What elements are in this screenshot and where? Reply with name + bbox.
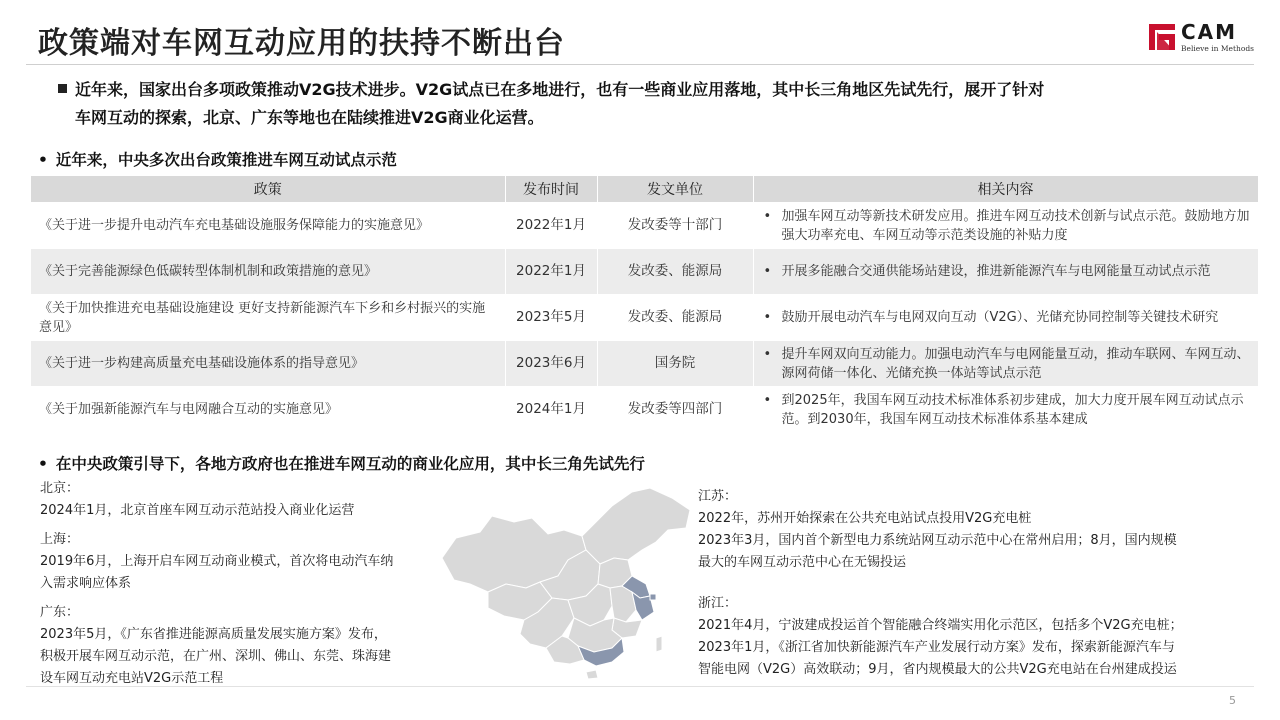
logo-tagline: Believe in Methods — [1181, 44, 1254, 53]
region-line: 入需求响应体系 — [40, 576, 132, 591]
cell-content — [753, 249, 1258, 295]
bullet-icon: • — [763, 392, 772, 408]
region-guangdong — [40, 602, 440, 690]
region-line: 2023年5月，《广东省推进能源高质量发展实施方案》发布， — [40, 627, 387, 642]
bullet-icon: • — [38, 151, 48, 169]
cell-content — [753, 295, 1258, 341]
region-name: 浙江： — [698, 596, 738, 611]
table-row — [31, 341, 1258, 387]
region-line: 最大的车网互动示范中心在无锡投运 — [698, 555, 907, 570]
cell-content-text: 加强车网互动等新技术研发应用。推进车网互动技术创新与试点示范。鼓励地方加强大功率充电、车网互动等示范类设施的补贴力度 — [781, 208, 1250, 243]
bullet-icon: • — [763, 346, 772, 362]
cam-logo — [1149, 20, 1259, 56]
cell-issuer: 发改委、能源局 — [597, 249, 753, 295]
cell-issuer: 国务院 — [597, 341, 753, 387]
region-name: 江苏： — [698, 489, 738, 504]
bullet-icon: • — [763, 264, 772, 279]
region-zhejiang — [698, 593, 1258, 681]
cell-content — [753, 341, 1258, 387]
table-row — [31, 249, 1258, 295]
section-heading-text: 近年来，中央多次出台政策推进车网互动试点示范 — [55, 151, 397, 169]
region-name: 上海： — [40, 532, 80, 547]
region-line: 2023年3月，国内首个新型电力系统站网互动示范中心在常州启用；8月，国内规模 — [698, 533, 1177, 548]
intro-line-1: 近年来，国家出台多项政策推动V2G技术进步。V2G试点已在多地进行，也有一些商业应用落地，其中长三角地区先试先行，展开了针对 — [75, 80, 1045, 99]
region-line: 2023年1月，《浙江省加快新能源汽车产业发展行动方案》发布，探索新能源汽车与 — [698, 640, 1175, 655]
cell-content-text: 提升车网双向互动能力。加强电动汽车与电网能量互动，推动车联网、车网互动、源网荷储一体化、光储充换一体站等试点示范 — [781, 346, 1250, 381]
cell-date: 2023年6月 — [505, 341, 597, 387]
column-header-content: 相关内容 — [753, 176, 1258, 203]
cell-policy: 《关于加强新能源汽车与电网融合互动的实施意见》 — [31, 387, 505, 433]
cell-issuer: 发改委等十部门 — [597, 203, 753, 249]
section-heading-central — [38, 148, 397, 170]
region-line: 2019年6月，上海开启车网互动商业模式，首次将电动汽车纳 — [40, 554, 394, 569]
cell-content — [753, 203, 1258, 249]
china-map-icon — [436, 488, 694, 680]
page-number: 5 — [1229, 694, 1236, 707]
column-header-date: 发布时间 — [505, 176, 597, 203]
table-row — [31, 203, 1258, 249]
table-row — [31, 295, 1258, 341]
cell-content-text: 开展多能融合交通供能场站建设，推进新能源汽车与电网能量互动试点示范 — [781, 264, 1211, 279]
region-line: 2024年1月，北京首座车网互动示范站投入商业化运营 — [40, 503, 355, 518]
header-divider — [26, 64, 1254, 65]
region-line: 2021年4月，宁波建成投运首个智能融合终端实用化示范区，包括多个V2G充电桩； — [698, 618, 1183, 633]
region-line: 智能电网（V2G）高效联动；9月，省内规模最大的公共V2G充电站在台州建成投运 — [698, 662, 1177, 677]
cam-logo-icon — [1149, 24, 1175, 50]
bullet-icon: • — [763, 208, 772, 224]
cell-policy: 《关于加快推进充电基础设施建设 更好支持新能源汽车下乡和乡村振兴的实施意见》 — [31, 295, 505, 341]
cell-policy: 《关于进一步构建高质量充电基础设施体系的指导意见》 — [31, 341, 505, 387]
region-jiangsu — [698, 486, 1258, 574]
cell-date: 2023年5月 — [505, 295, 597, 341]
square-bullet-icon — [58, 84, 67, 93]
cell-date: 2022年1月 — [505, 203, 597, 249]
cell-policy: 《关于完善能源绿色低碳转型体制机制和政策措施的意见》 — [31, 249, 505, 295]
cell-issuer: 发改委等四部门 — [597, 387, 753, 433]
policy-table — [31, 176, 1259, 432]
column-header-policy: 政策 — [31, 176, 505, 203]
table-header-row — [31, 176, 1258, 203]
section-heading-text: 在中央政策引导下，各地方政府也在推进车网互动的商业化应用，其中长三角先试先行 — [55, 455, 645, 473]
region-line: 积极开展车网互动示范，在广州、深圳、佛山、东莞、珠海建 — [40, 649, 392, 664]
cell-content-text: 鼓励开展电动汽车与电网双向互动（V2G）、光储充协同控制等关键技术研究 — [781, 310, 1219, 325]
cell-policy: 《关于进一步提升电动汽车充电基础设施服务保障能力的实施意见》 — [31, 203, 505, 249]
intro-paragraph — [58, 76, 1254, 132]
region-shanghai — [40, 529, 440, 595]
bullet-icon: • — [763, 310, 772, 325]
table-row — [31, 387, 1258, 433]
section-heading-local — [38, 452, 645, 474]
bullet-icon: • — [38, 455, 48, 473]
page-title: 政策端对车网互动应用的扶持不断出台 — [38, 26, 565, 61]
footer-divider — [26, 686, 1254, 687]
cell-content-text: 到2025年，我国车网互动技术标准体系初步建成，加大力度开展车网互动试点示范。到2030年，我国车网互动技术标准体系基本建成 — [781, 392, 1244, 427]
region-line: 2022年，苏州开始探索在公共充电站试点投用V2G充电桩 — [698, 511, 1032, 526]
cell-date: 2022年1月 — [505, 249, 597, 295]
cell-issuer: 发改委、能源局 — [597, 295, 753, 341]
cell-content — [753, 387, 1258, 433]
logo-text: CAM — [1181, 20, 1238, 44]
region-beijing — [40, 478, 440, 522]
column-header-issuer: 发文单位 — [597, 176, 753, 203]
intro-line-2: 车网互动的探索，北京、广东等地也在陆续推进V2G商业化运营。 — [75, 108, 544, 127]
region-name: 北京： — [40, 481, 80, 496]
cell-date: 2024年1月 — [505, 387, 597, 433]
region-name: 广东： — [40, 605, 80, 620]
region-line: 设车网互动充电站V2G示范工程 — [40, 671, 224, 686]
